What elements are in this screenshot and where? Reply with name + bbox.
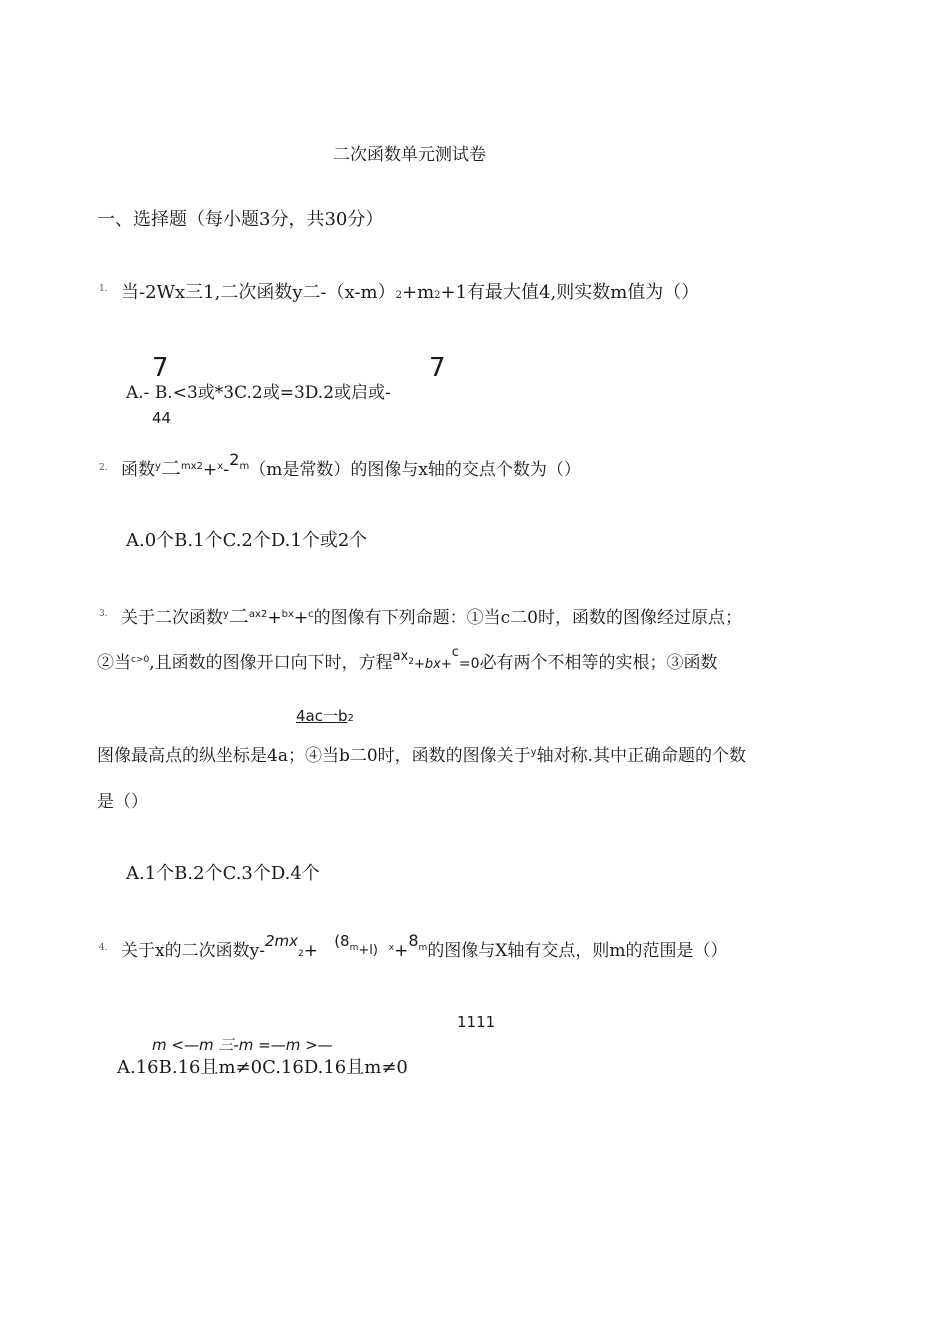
q2-eq: 二 [160,456,181,480]
q4-8: 8 [408,931,419,950]
q3-ysmall: y [530,747,537,758]
q3-text-part: ②当 [97,653,131,673]
q4-msub: m [418,943,428,953]
q2-minus: - [223,460,230,480]
q2-y: y [155,461,161,472]
q3-sub2: 2 [408,657,415,667]
q3-text-part: 图像最高点的纵坐标是4a；④当b二0时，函数的图像关于 [97,746,531,766]
fraction-numerators: 1111 [457,1013,496,1031]
q2-x: x [217,461,224,472]
q2-text-part: 函数 [121,460,155,480]
question-number: 4. [99,943,108,953]
q3-eq: 二 [228,604,249,628]
q3-text-part: 轴对称.其中正确命题的个数 [536,746,746,766]
question-text-line: 是（） [97,792,148,812]
q3-ax: ax [392,649,409,664]
section-heading: 一、选择题（每小题3分，共30分） [97,209,384,230]
q2-two: 2 [229,450,240,469]
q3-cgt: c>0 [131,655,150,665]
q4-text-part: 关于x的二次函数y- [121,941,265,961]
q3-frac-num: 4ac一b [296,707,348,725]
question-text [121,284,699,302]
answer-options: A.1个B.2个C.3个D.4个 [126,863,320,884]
q3-plus: + [293,608,309,628]
fraction-numerator: 7 [429,353,446,383]
answer-options: A.0个B.1个C.2个D.1个或2个 [126,530,368,551]
q4-text-part: 的图像与X轴有交点，则m的范围是（） [427,941,728,961]
fraction-numerator: 7 [152,353,169,383]
question-number: 2. [99,463,108,473]
question-number: 3. [99,609,108,619]
q1-text-part: 当-2Wx三1,二次函数y二-（x-m） [121,282,396,303]
q4-x: x [388,943,395,953]
answer-options: A.16B.16且m≠0C.16D.16且m≠0 [117,1057,408,1078]
q4-8m: (8 [334,932,350,950]
q2-m: m [239,461,250,472]
q2-mx2: mx2 [180,461,203,472]
q4-msub: m [349,943,359,953]
q4-plus: + [303,941,318,961]
q3-eq0: =0 [458,656,480,672]
answer-options: A.- B.<3或*3C.2或=3D.2或启或- [126,383,391,403]
question-text [121,450,581,480]
q3-csup: c [451,645,459,660]
fraction-denominator: 44 [152,409,172,427]
q3-text-part: 的图像有下列命题：①当c二0时，函数的图像经过原点； [313,608,742,628]
q3-plus: + [267,608,282,628]
q1-text-part: +m [401,282,435,303]
q4-2mx: 2mx [264,932,298,950]
q3-text-part: ,且函数的图像开口向下时，方程 [149,653,393,673]
q4-plusl: +l) [358,943,378,958]
q3-ax2: ax2 [248,609,268,620]
page-title: 二次函数单元测试卷 [333,145,486,165]
q3-bx: bx [281,609,294,620]
q1-exponent: 2 [395,290,402,301]
question-text [121,606,742,627]
q3-frac-exp: 2 [347,713,354,724]
q3-text-part: 关于二次函数 [121,608,223,628]
q2-plus: + [202,460,218,480]
q3-y: y [223,609,229,620]
question-text [121,931,728,961]
question-text-line [97,748,746,765]
q4-sub2: 2 [297,949,304,959]
q3-bxp: +bx+ [414,657,452,672]
q3-text-part: 必有两个不相等的实根；③函数 [479,653,718,673]
inequality-row: m <—m 三-m =—m >— [152,1036,333,1054]
q3-c: c [308,609,314,620]
question-text-line [97,645,718,673]
q1-text-part: +1有最大值4,则实数m值为（） [440,282,700,303]
fraction-numerator [296,709,354,724]
q1-exponent: 2 [434,290,441,301]
q4-plus: + [394,941,409,961]
q2-text-part: （m是常数）的图像与x轴的交点个数为（） [249,460,581,480]
question-number: 1. [99,284,108,294]
